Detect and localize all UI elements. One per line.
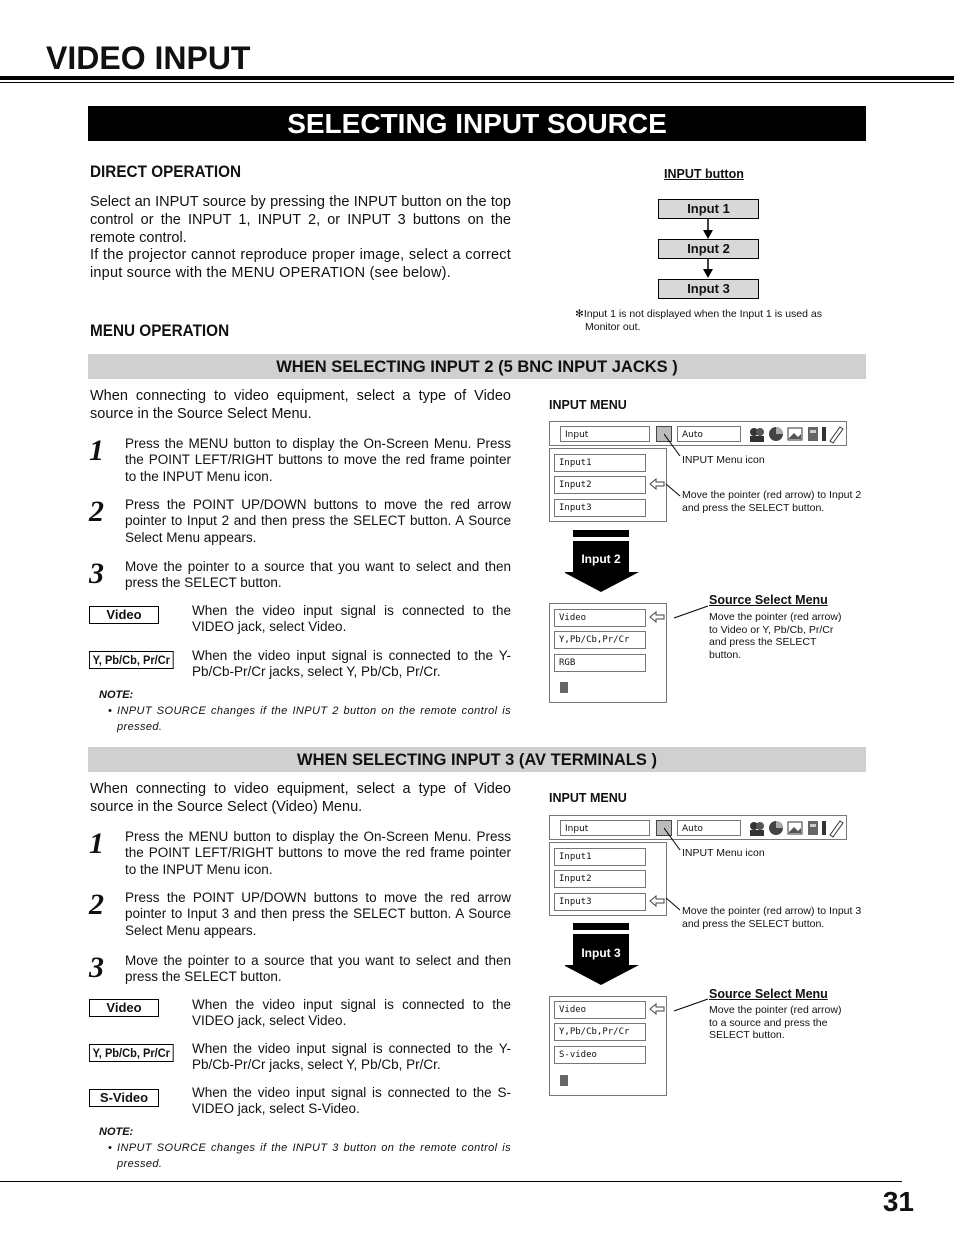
pen-icon	[822, 821, 843, 837]
input2-source-item-2: Y,Pb/Cb,Pr/Cr	[554, 631, 646, 649]
red-arrow-icon	[649, 611, 665, 623]
input2-menu-label: INPUT MENU	[549, 398, 627, 412]
people-icon	[750, 428, 764, 442]
input3-video-tag: Video	[89, 999, 159, 1017]
input-3-button: Input 3	[658, 279, 759, 299]
toolbar-auto-field: Auto	[677, 426, 741, 442]
direct-operation-heading: DIRECT OPERATION	[90, 162, 242, 181]
page-title: VIDEO INPUT	[46, 40, 251, 76]
section-banner: SELECTING INPUT SOURCE	[88, 106, 866, 141]
people-icon	[750, 822, 764, 836]
input3-menu-item-3: Input3	[554, 893, 646, 911]
exit-icon	[560, 682, 568, 693]
input3-source-item-3: S-video	[554, 1046, 646, 1064]
input2-note-heading: NOTE:	[99, 689, 134, 701]
input3-ypbpr-desc: When the video input signal is connected to the Y-Pb/Cb-Pr/Cr jacks, select Y, Pb/Cb, Pr/Cr.	[192, 1041, 511, 1073]
pie-icon	[769, 427, 783, 441]
input2-ypbpr-tag: Y, Pb/Cb, Pr/Cr	[89, 651, 174, 669]
input3-arrow-label: Input 3	[581, 946, 621, 960]
input3-menu-list	[549, 842, 667, 916]
input3-step-3-number: 3	[89, 951, 104, 984]
header-rule	[0, 76, 954, 80]
direct-para-1: Select an INPUT source by pressing the INPUT button on the top control or the INPUT 1, INPUT 2, or INPUT 3 buttons on the remote control.	[90, 194, 511, 246]
input3-callout-lines	[664, 826, 688, 916]
input2-callout-icon: INPUT Menu icon	[682, 454, 765, 466]
input2-section-bar: WHEN SELECTING INPUT 2 (5 BNC INPUT JACKS )	[88, 354, 866, 379]
input3-menu-toolbar	[549, 815, 847, 840]
footnote	[575, 308, 837, 333]
input2-menu-list	[549, 448, 667, 522]
input2-source-callout-line	[672, 604, 712, 624]
input2-menu-item-3: Input3	[554, 499, 646, 517]
input3-source-item-1: Video	[554, 1001, 646, 1019]
input3-section-bar: WHEN SELECTING INPUT 3 (AV TERMINALS )	[88, 747, 866, 772]
footnote-text: Input 1 is not displayed when the Input 1 is used as Monitor out.	[583, 308, 822, 333]
input3-source-title: Source Select Menu	[709, 987, 828, 1001]
input3-source-desc: Move the pointer (red arrow) to a source and press the SELECT button.	[709, 1004, 842, 1041]
input2-step-2-number: 2	[89, 495, 104, 528]
input3-note-heading: NOTE:	[99, 1126, 134, 1138]
red-arrow-icon	[649, 895, 665, 907]
input3-step-2-number: 2	[89, 888, 104, 921]
setting-icon	[808, 821, 818, 835]
input2-source-item-3: RGB	[554, 654, 646, 672]
input3-callout-pointer: Move the pointer (red arrow) to Input 3 and press the SELECT button.	[682, 905, 862, 930]
input2-source-desc: Move the pointer (red arrow) to Video or Y, Pb/Cb, Pr/Cr and press the SELECT button.	[709, 611, 842, 661]
footnote-mark: ✻	[575, 308, 584, 320]
input2-step-1-text: Press the MENU button to display the On-Screen Menu. Press the POINT LEFT/RIGHT buttons to move the red frame pointer to the INPUT Menu icon.	[125, 436, 511, 484]
input3-callout-icon: INPUT Menu icon	[682, 847, 765, 859]
input2-video-desc: When the video input signal is connected to the VIDEO jack, select Video.	[192, 603, 511, 635]
input3-intro: When connecting to video equipment, select a type of Video source in the Source Select (Video) Menu.	[90, 781, 511, 815]
input3-menu-item-2: Input2	[554, 870, 646, 888]
picture-icon	[788, 822, 802, 834]
picture-icon	[788, 428, 802, 440]
input3-menu-item-1: Input1	[554, 848, 646, 866]
header-rule-thin	[0, 82, 954, 83]
input2-step-3-text: Move the pointer to a source that you want to select and then press the SELECT button.	[125, 559, 511, 591]
input3-ypbpr-tag: Y, Pb/Cb, Pr/Cr	[89, 1044, 174, 1062]
input2-step-2-text: Press the POINT UP/DOWN buttons to move the red arrow pointer to Input 2 and then press the SELECT button. A Source Select Menu appears.	[125, 497, 511, 545]
input2-step-1-number: 1	[89, 434, 104, 467]
pen-icon	[822, 427, 843, 443]
setting-icon	[808, 427, 818, 441]
input3-source-item-2: Y,Pb/Cb,Pr/Cr	[554, 1023, 646, 1041]
input-button-label: INPUT button	[664, 167, 744, 181]
input3-note: • INPUT SOURCE changes if the INPUT 3 button on the remote control is pressed.	[108, 1142, 511, 1170]
input2-menu-item-1: Input1	[554, 454, 646, 472]
input3-source-callout-line	[672, 997, 712, 1017]
input3-step-1-number: 1	[89, 827, 104, 860]
input2-arrow-label: Input 2	[581, 552, 621, 566]
input3-step-1-text: Press the MENU button to display the On-Screen Menu. Press the POINT LEFT/RIGHT buttons to move the red frame pointer to the INPUT Menu icon.	[125, 829, 511, 877]
input2-video-tag: Video	[89, 606, 159, 624]
red-arrow-icon	[649, 478, 665, 490]
red-arrow-icon	[649, 1003, 665, 1015]
input2-callout-pointer: Move the pointer (red arrow) to Input 2 and press the SELECT button.	[682, 489, 862, 514]
footer-rule	[0, 1181, 902, 1182]
input3-svideo-tag: S-Video	[89, 1089, 159, 1107]
input2-ypbpr-desc: When the video input signal is connected to the Y-Pb/Cb-Pr/Cr jacks, select Y, Pb/Cb, Pr/Cr.	[192, 648, 511, 680]
menu-icon-row	[748, 424, 846, 444]
input2-source-title: Source Select Menu	[709, 593, 828, 607]
input2-menu-toolbar	[549, 421, 847, 446]
toolbar-input-field: Input	[560, 820, 650, 836]
input2-intro: When connecting to video equipment, select a type of Video source in the Source Select Menu.	[90, 388, 511, 422]
input3-source-menu	[549, 996, 667, 1096]
exit-icon	[560, 1075, 568, 1086]
input3-video-desc: When the video input signal is connected to the VIDEO jack, select Video.	[192, 997, 511, 1029]
pie-icon	[769, 821, 783, 835]
toolbar-input-field: Input	[560, 426, 650, 442]
menu-icon-row	[748, 818, 846, 838]
input-1-button: Input 1	[658, 199, 759, 219]
page-number: 31	[882, 1186, 914, 1217]
menu-operation-heading: MENU OPERATION	[90, 321, 230, 340]
toolbar-auto-field: Auto	[677, 820, 741, 836]
input2-source-item-1: Video	[554, 609, 646, 627]
input2-menu-item-2: Input2	[554, 476, 646, 494]
input2-step-3-number: 3	[89, 557, 104, 590]
input-2-button: Input 2	[658, 239, 759, 259]
input3-step-2-text: Press the POINT UP/DOWN buttons to move the red arrow pointer to Input 3 and then press the SELECT button. A Source Select Menu appears.	[125, 890, 511, 938]
input-cycle-arrows	[700, 218, 716, 280]
input2-note: • INPUT SOURCE changes if the INPUT 2 button on the remote control is pressed.	[108, 705, 511, 733]
input3-svideo-desc: When the video input signal is connected to the S-VIDEO jack, select S-Video.	[192, 1085, 511, 1117]
input2-source-menu	[549, 603, 667, 703]
input3-step-3-text: Move the pointer to a source that you want to select and then press the SELECT button.	[125, 953, 511, 985]
input3-menu-label: INPUT MENU	[549, 791, 627, 805]
direct-para-2: If the projector cannot reproduce proper image, select a correct input source with the MENU OPERATION (see below).	[90, 247, 511, 281]
